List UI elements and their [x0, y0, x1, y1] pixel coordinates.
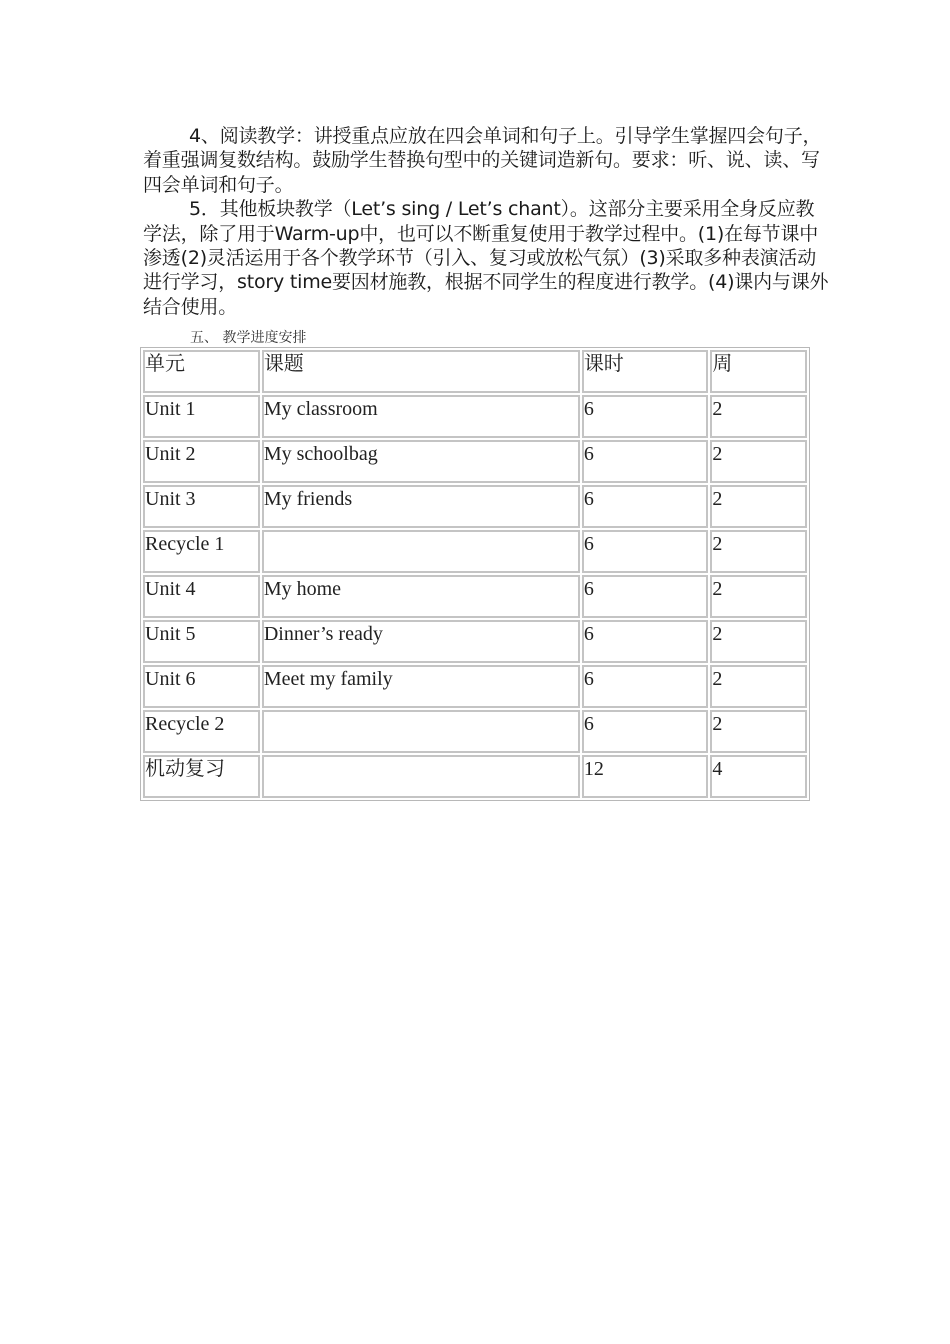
- cell-weeks: 2: [710, 440, 807, 483]
- body-text: [143, 124, 833, 319]
- cell-topic: Dinner’s ready: [262, 620, 580, 663]
- cell-weeks: 2: [710, 395, 807, 438]
- cell-weeks: 2: [710, 575, 807, 618]
- table-row: [143, 710, 807, 753]
- cell-periods: 12: [582, 755, 709, 798]
- cell-weeks: 4: [710, 755, 807, 798]
- cell-topic: My home: [262, 575, 580, 618]
- cell-topic: My friends: [262, 485, 580, 528]
- cell-periods: 6: [582, 575, 709, 618]
- cell-unit: 机动复习: [143, 755, 260, 798]
- cell-weeks: 2: [710, 620, 807, 663]
- cell-periods: 6: [582, 710, 709, 753]
- cell-periods: 6: [582, 485, 709, 528]
- header-cell-weeks: 周: [710, 350, 807, 393]
- cell-periods: 6: [582, 665, 709, 708]
- paragraph-reading-teaching: 4、阅读教学：讲授重点应放在四会单词和句子上。引导学生掌握四会句子，着重强调复数结构。鼓励学生替换句型中的关键词造新句。要求：听、说、读、写四会单词和句子。: [143, 125, 822, 196]
- cell-unit: Unit 5: [143, 620, 260, 663]
- table-row: [143, 530, 807, 573]
- cell-topic: [262, 530, 580, 573]
- cell-periods: 6: [582, 530, 709, 573]
- table-row: [143, 665, 807, 708]
- cell-unit: Recycle 2: [143, 710, 260, 753]
- cell-unit: Unit 1: [143, 395, 260, 438]
- cell-topic: Meet my family: [262, 665, 580, 708]
- table-header-row: [143, 350, 807, 393]
- header-cell-topic: 课题: [262, 350, 580, 393]
- cell-topic: [262, 755, 580, 798]
- cell-topic: [262, 710, 580, 753]
- paragraph-other-modules: 5．其他板块教学（Let’s sing / Let’s chant）。这部分主要采用全身反应教学法，除了用于Warm-up中，也可以不断重复使用于教学过程中。(1)在每节课中渗透(2)灵活运用于各个教学环节（引入、复习或放松气氛）(3)采取多种表演活动进行学习，story time要因材施教，根据不同学生的程度进行教学。(4)课内与课外结合使用。: [143, 198, 829, 318]
- cell-periods: 6: [582, 620, 709, 663]
- cell-unit: Unit 4: [143, 575, 260, 618]
- schedule-table: [140, 347, 810, 801]
- cell-periods: 6: [582, 440, 709, 483]
- table-row: [143, 575, 807, 618]
- cell-weeks: 2: [710, 710, 807, 753]
- cell-periods: 6: [582, 395, 709, 438]
- cell-topic: My classroom: [262, 395, 580, 438]
- table-row: [143, 620, 807, 663]
- table-row: [143, 440, 807, 483]
- cell-weeks: 2: [710, 530, 807, 573]
- cell-unit: Unit 6: [143, 665, 260, 708]
- table-row: [143, 755, 807, 798]
- section-heading: 五、 教学进度安排: [190, 330, 307, 346]
- cell-unit: Unit 3: [143, 485, 260, 528]
- cell-unit: Recycle 1: [143, 530, 260, 573]
- cell-unit: Unit 2: [143, 440, 260, 483]
- cell-weeks: 2: [710, 485, 807, 528]
- header-cell-periods: 课时: [582, 350, 709, 393]
- cell-topic: My schoolbag: [262, 440, 580, 483]
- cell-weeks: 2: [710, 665, 807, 708]
- header-cell-unit: 单元: [143, 350, 260, 393]
- table-row: [143, 485, 807, 528]
- table-row: [143, 395, 807, 438]
